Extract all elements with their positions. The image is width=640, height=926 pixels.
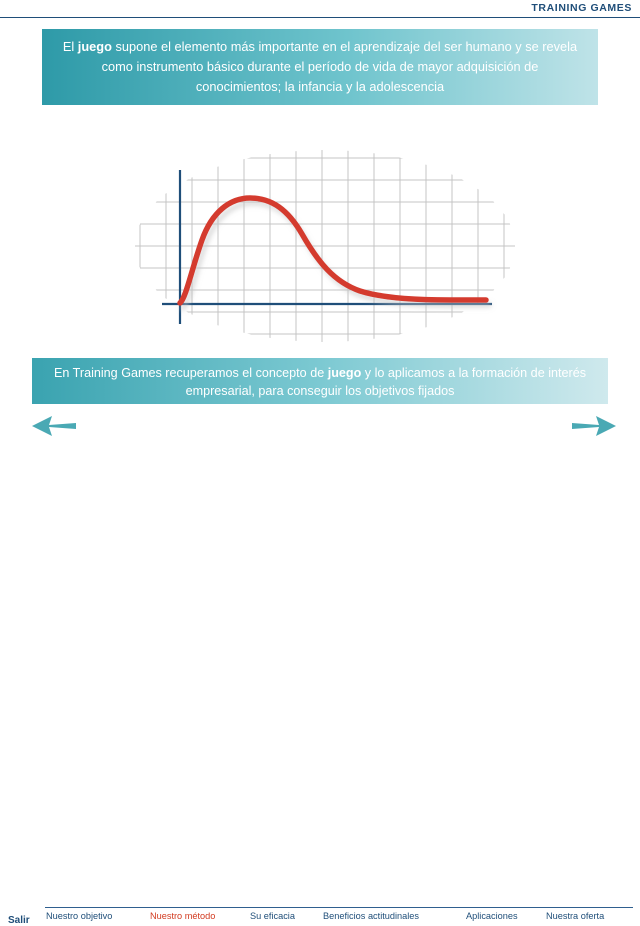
intro-text-part1: El (62, 39, 78, 54)
footer-link-su-eficacia[interactable]: Su eficacia (250, 911, 295, 921)
summary-text-part2: y lo aplicamos a la formación de interés empresarial, para conseguir los objetivos fijados (185, 366, 586, 398)
footer-link-aplicaciones[interactable]: Aplicaciones (466, 911, 518, 921)
exit-button[interactable]: Salir (8, 915, 30, 926)
chart-grid (120, 148, 530, 348)
previous-arrow-button[interactable] (30, 414, 78, 438)
intro-text-box (42, 29, 598, 105)
footer-divider (45, 907, 633, 908)
header-divider (0, 17, 640, 18)
page-title: TRAINING GAMES (531, 2, 632, 14)
summary-text-box (32, 358, 608, 404)
footer-link-nuestro-metodo[interactable]: Nuestro método (150, 911, 216, 921)
header-band (0, 0, 640, 18)
arrow-right-icon (570, 414, 618, 438)
intro-text (60, 37, 580, 97)
chart-svg (120, 148, 530, 348)
footer-link-nuestra-oferta[interactable]: Nuestra oferta (546, 911, 605, 921)
summary-text-part1: En Training Games recuperamos el concepto de (53, 366, 328, 380)
arrow-left-icon (30, 414, 78, 438)
intro-text-part2: supone el elemento más importante en el aprendizaje del ser humano y se revela como instrumento básico durante el período de vida de mayor adquisición de conocimientos; la infancia y la adolescencia (101, 39, 578, 94)
summary-text-bold: juego (327, 366, 362, 380)
next-arrow-button[interactable] (570, 414, 618, 438)
footer-link-beneficios-actitudinales[interactable]: Beneficios actitudinales (323, 911, 420, 921)
intro-text-bold: juego (77, 39, 112, 54)
footer-link-nuestro-objetivo[interactable]: Nuestro objetivo (46, 911, 113, 921)
summary-text (46, 364, 594, 400)
chart-curve (180, 198, 486, 303)
learning-curve-chart (120, 148, 530, 348)
footer-nav (0, 452, 640, 926)
